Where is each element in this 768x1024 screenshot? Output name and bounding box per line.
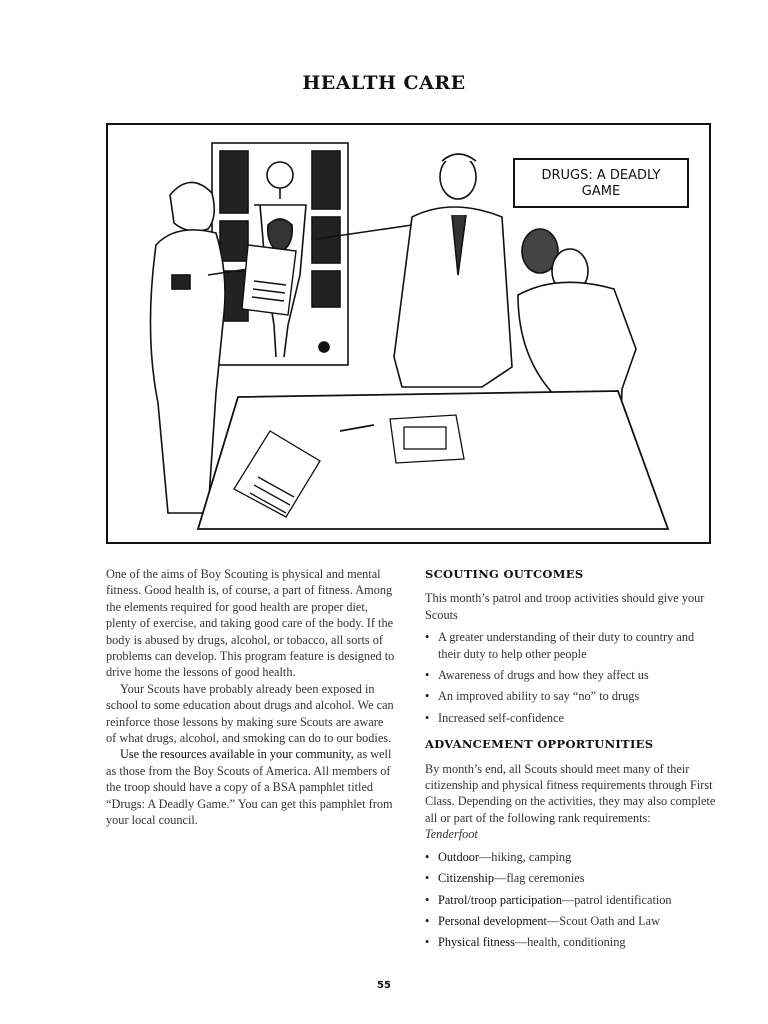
requirement-desc: —flag ceremonies: [494, 871, 585, 886]
requirement-desc: —hiking, camping: [479, 849, 572, 864]
outcomes-list: [425, 629, 717, 726]
list-item: [425, 870, 717, 886]
rank-label: Tenderfoot: [425, 827, 478, 842]
requirement-term: Patrol/troop participation: [438, 892, 562, 907]
list-item: • Increased self-confidence: [425, 710, 717, 726]
requirement-term: Outdoor: [438, 849, 479, 864]
requirement-term: Citizenship: [438, 871, 495, 886]
presentation-illustration: [108, 125, 709, 542]
illustration-frame: [106, 123, 711, 544]
sign-text-line1: DRUGS: A DEADLY: [541, 168, 661, 183]
advancement-heading: ADVANCEMENT OPPORTUNITIES: [425, 737, 654, 752]
scouting-outcomes-heading: SCOUTING OUTCOMES: [425, 567, 584, 581]
requirement-term: Physical fitness: [438, 935, 515, 950]
requirements-list: [425, 849, 717, 951]
left-column: [106, 566, 396, 829]
list-item: [425, 849, 717, 865]
resources-rest-text: as well as those from the Boy Scouts of America. All members of the troop should have a copy of a BSA pamphlet titled “Drugs: A Deadly Game.” You can get this pamphlet from your local council.: [106, 747, 393, 828]
list-item: [425, 913, 717, 929]
resources-lead-text: Use the resources available in your community,: [120, 747, 354, 762]
pamphlet-held: [242, 245, 296, 315]
list-item: • A greater understanding of their duty to country and their duty to help other people: [425, 629, 717, 662]
requirement-desc: —health, conditioning: [514, 935, 626, 950]
list-item: • An improved ability to say “no” to drugs: [425, 688, 717, 704]
second-paragraph: Your Scouts have probably already been exposed in school to some education about drugs and alcohol. We can reinforce those lessons by making sure Scouts are aware of what drugs, alcohol, and smoking can do to our bodies.: [106, 681, 394, 746]
list-item: [425, 934, 717, 950]
list-item: • Awareness of drugs and how they affect us: [425, 667, 717, 683]
right-column: [425, 566, 717, 956]
requirement-desc: —Scout Oath and Law: [546, 913, 660, 928]
sign-text-line2: GAME: [581, 184, 621, 199]
page-number: 55: [377, 980, 391, 991]
page-title: HEALTH CARE: [302, 72, 466, 94]
list-item: [425, 892, 717, 908]
drugs-sign: [514, 159, 688, 207]
outcomes-intro: This month’s patrol and troop activities should give your Scouts: [425, 591, 705, 622]
advancement-intro: By month’s end, all Scouts should meet many of their citizenship and physical fitness requirements through First Class. Depending on the activities, they may also complete all or part of the following rank requirements:: [425, 761, 716, 825]
requirement-term: Personal development: [438, 913, 547, 928]
requirement-desc: —patrol identification: [561, 892, 672, 907]
intro-paragraph: One of the aims of Boy Scouting is physical and mental fitness. Good health is, of course, a part of fitness. Among the elements required for good health are proper diet, plenty of exercise, and taking good care of the body. If the body is abused by drugs, alcohol, or tobacco, all sorts of problems can develop. This program feature is designed to drive home the lessons of good health.: [106, 567, 395, 680]
third-paragraph: [106, 746, 396, 828]
